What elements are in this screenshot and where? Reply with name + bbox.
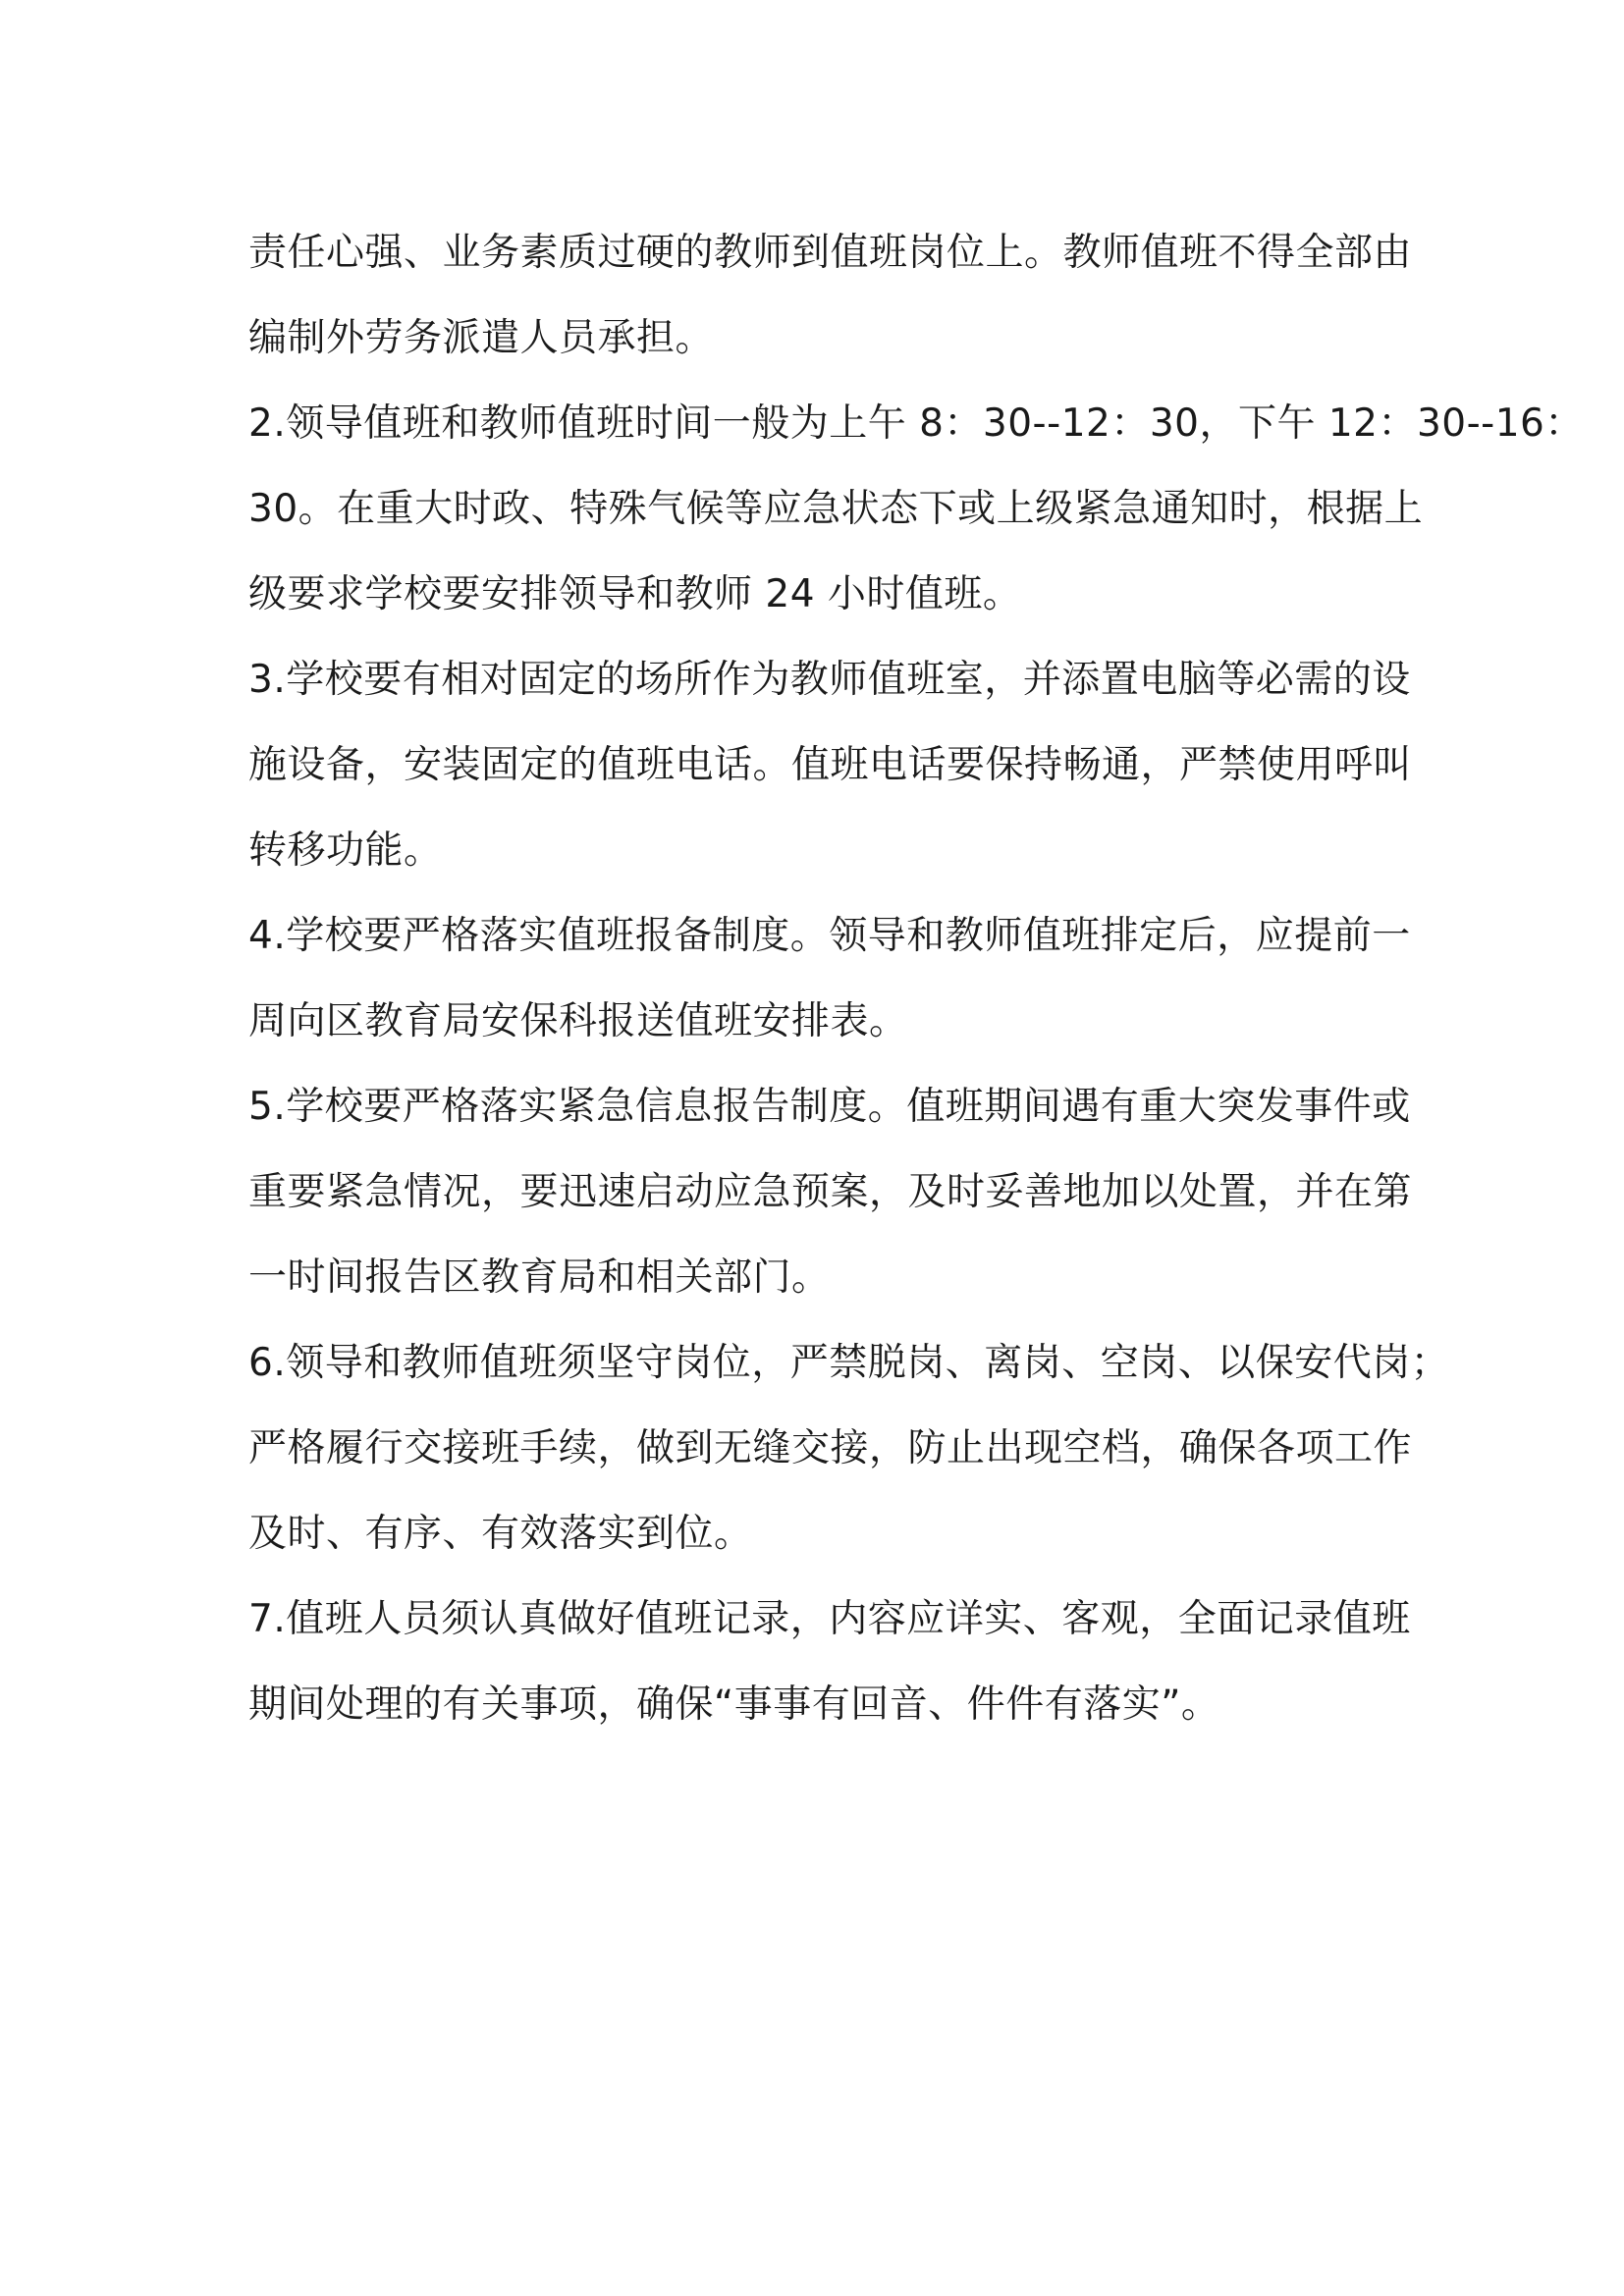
text-line: 周向区教育局安保科报送值班安排表。 — [248, 999, 908, 1043]
text-line: 编制外劳务派遣人员承担。 — [248, 316, 715, 360]
text-line: 及时、有序、有效落实到位。 — [248, 1512, 753, 1556]
text-line: 7.值班人员须认真做好值班记录，内容应详实、客观，全面记录值班 — [248, 1597, 1411, 1641]
text-line: 责任心强、业务素质过硬的教师到值班岗位上。教师值班不得全部由 — [248, 231, 1413, 275]
text-line: 30。在重大时政、特殊气候等应急状态下或上级紧急通知时，根据上 — [248, 487, 1424, 531]
text-line: 4.学校要严格落实值班报备制度。领导和教师值班排定后，应提前一 — [248, 914, 1411, 958]
text-line: 2.领导值班和教师值班时间一般为上午 8：30--12：30，下午 12：30--16： — [248, 401, 1584, 446]
text-line: 重要紧急情况，要迅速启动应急预案，及时妥善地加以处置，并在第 — [248, 1170, 1413, 1214]
text-line: 3.学校要有相对固定的场所作为教师值班室，并添置电脑等必需的设 — [248, 658, 1411, 702]
text-line: 期间处理的有关事项，确保“事事有回音、件件有落实”。 — [248, 1682, 1220, 1727]
text-line: 严格履行交接班手续，做到无缝交接，防止出现空档，确保各项工作 — [248, 1426, 1413, 1470]
text-line: 6.领导和教师值班须坚守岗位，严禁脱岗、离岗、空岗、以保安代岗； — [248, 1341, 1450, 1385]
text-line: 5.学校要严格落实紧急信息报告制度。值班期间遇有重大突发事件或 — [248, 1085, 1411, 1129]
document-body — [248, 210, 1584, 1747]
text-line: 施设备，安装固定的值班电话。值班电话要保持畅通，严禁使用呼叫 — [248, 743, 1413, 787]
text-line: 级要求学校要安排领导和教师 24 小时值班。 — [248, 572, 1022, 616]
text-line: 一时间报告区教育局和相关部门。 — [248, 1255, 831, 1300]
text-line: 转移功能。 — [248, 828, 443, 873]
